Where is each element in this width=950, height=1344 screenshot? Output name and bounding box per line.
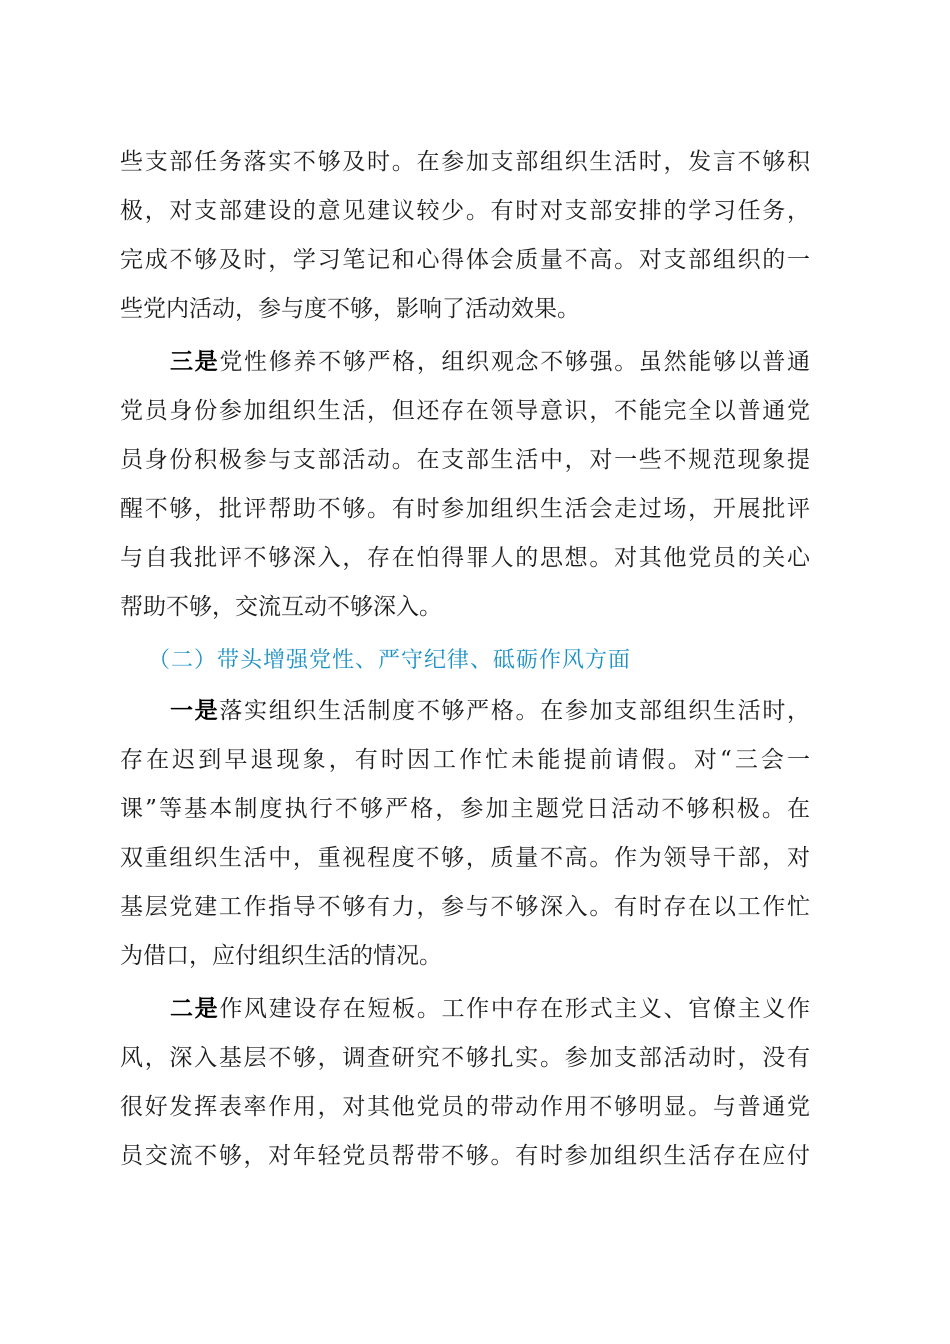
- body-text-line: 基层党建工作指导不够有力，参与不够深入。有时存在以工作忙: [120, 894, 810, 920]
- body-text-line: 醒不够，批评帮助不够。有时参加组织生活会走过场，开展批评: [120, 496, 810, 522]
- paragraph-text: 党性修养不够严格，组织观念不够强。虽然能够以普通: [219, 349, 810, 375]
- paragraph-text: 落实组织生活制度不够严格。在参加支部组织生活时，: [219, 698, 810, 724]
- paragraph-first-line: [170, 342, 810, 382]
- paragraph-lead: 二是: [170, 995, 220, 1022]
- body-text-line: 员身份积极参与支部活动。在支部生活中，对一些不规范现象提: [120, 447, 810, 473]
- body-text-line: 帮助不够，交流互动不够深入。: [120, 594, 442, 620]
- body-text-line: 风，深入基层不够，调查研究不够扎实。参加支部活动时，没有: [120, 1045, 810, 1071]
- body-text-line: 课”等基本制度执行不够严格，参加主题党日活动不够积极。在: [120, 796, 810, 822]
- paragraph-first-line: [170, 691, 810, 731]
- body-text-line: 党员身份参加组织生活，但还存在领导意识，不能完全以普通党: [120, 398, 810, 424]
- body-text-line: 员交流不够，对年轻党员帮带不够。有时参加组织生活存在应付: [120, 1143, 810, 1169]
- paragraph-text: 作风建设存在短板。工作中存在形式主义、官僚主义作: [219, 996, 810, 1022]
- body-text-line: 与自我批评不够深入，存在怕得罪人的思想。对其他党员的关心: [120, 545, 810, 571]
- body-text-line: 完成不够及时，学习笔记和心得体会质量不高。对支部组织的一: [120, 247, 810, 273]
- paragraph-lead: 三是: [170, 348, 220, 375]
- paragraph-lead: 一是: [170, 697, 220, 724]
- paragraph-first-line: [170, 989, 810, 1029]
- body-text-line: 双重组织生活中，重视程度不够，质量不高。作为领导干部，对: [120, 845, 810, 871]
- body-text-line: 存在迟到早退现象，有时因工作忙未能提前请假。对“三会一: [120, 747, 810, 773]
- body-text-line: 很好发挥表率作用，对其他党员的带动作用不够明显。与普通党: [120, 1094, 810, 1120]
- section-heading: （二）带头增强党性、严守纪律、砥砺作风方面: [148, 648, 632, 673]
- body-text-line: 些支部任务落实不够及时。在参加支部组织生活时，发言不够积: [120, 149, 810, 175]
- body-text-line: 极，对支部建设的意见建议较少。有时对支部安排的学习任务，: [120, 198, 810, 224]
- body-text-line: 为借口，应付组织生活的情况。: [120, 943, 442, 969]
- body-text-line: 些党内活动，参与度不够，影响了活动效果。: [120, 296, 580, 322]
